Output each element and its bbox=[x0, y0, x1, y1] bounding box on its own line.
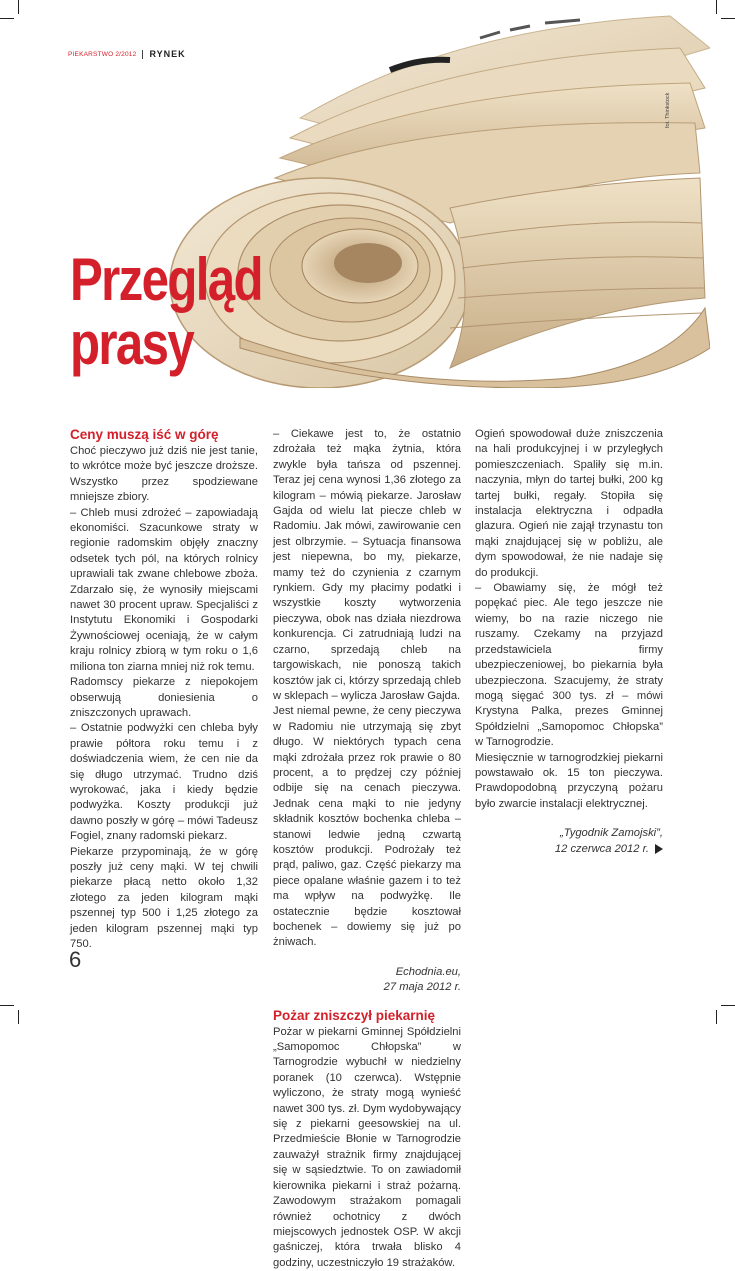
paragraph: Radomscy piekarze z niepokojem obserwują doniesienia o zniszczonych uprawach. bbox=[70, 676, 258, 719]
crop-mark bbox=[18, 0, 19, 14]
spacer bbox=[475, 812, 663, 826]
paragraph: Pożar w piekarni Gminnej Spółdzielni „Samopomoc Chłopska” w Tarnogrodzie wybuchł w niedzielny poranek (10 czerwca). Wstępnie wyliczono, że straty mogą wynieść nawet 300 tys. zł. Dym wydobywający się z piekarni geesowskiej na ul. Przedmieście Błonie w Tarnogrodzie zauważył strażnik firmy znajdującej się w sąsiedztwie. To on zawiadomił kierownika piekarni i straż pożarną. Zawodowym strażakom pomagali również ochotnicy z dwóch miejscowych jednostek OSP. W akcji gaśniczej, która trwała blisko 4 godziny, uczestniczyło 19 strażaków. bbox=[273, 1025, 461, 1269]
paragraph: Miesięcznie w tarnogrodzkiej piekarni powstawało ok. 15 ton pieczywa. Prawdopodobną przyczyną pożaru było zwarcie instalacji elektrycznej. bbox=[475, 751, 663, 810]
text-column-2 bbox=[273, 427, 461, 1271]
issue-label: PIEKARSTWO 2/2012 bbox=[68, 50, 137, 58]
paragraph: – Chleb musi zdrożeć – zapowiadają ekonomiści. Szacunkowe straty w regionie radomskim objęły znaczny odsetek tych pól, na których rolnicy uprawiali tak zwane chlebowe zboża. Zdarzało się, że wynosiły miejscami nawet 30 procent upraw. Specjaliści z Instytutu Ekonomiki i Gospodarki Żywnościowej oceniają, że w całym kraju rolnicy zbiorą w tym roku o 1,6 miliona ton ziarna mniej niż rok temu. bbox=[70, 506, 258, 673]
article-source: Echodnia.eu, bbox=[395, 965, 461, 978]
crop-mark bbox=[18, 1010, 19, 1024]
crop-mark bbox=[0, 18, 14, 19]
photo-credit: fot. Thinkstock bbox=[665, 92, 671, 128]
article-date: 27 maja 2012 r. bbox=[383, 981, 461, 994]
text-column-3 bbox=[475, 427, 663, 857]
article-source: „Tygodnik Zamojski”, bbox=[560, 827, 663, 840]
article-date: 12 czerwca 2012 r. bbox=[554, 842, 649, 855]
article-date-line bbox=[475, 842, 663, 857]
page-number: 6 bbox=[69, 947, 82, 972]
spacer bbox=[273, 951, 461, 965]
paragraph: Choć pieczywo już dziś nie jest tanie, to wkrótce może być jeszcze droższe. Wszystko przez spodziewane mniejsze zbiory. bbox=[70, 445, 258, 504]
paragraph: Jest niemal pewne, że ceny pieczywa w Radomiu nie utrzymają się zbyt długo. W niektórych typach cena mąki zdrożała przez rok prawie o 80 procent, a to prędzej czy później odbije się na cenach pieczywa. Jednak cena mąki to nie jedyny składnik kosztów bochenka chleba – stanowi ledwie jedną czwartą kosztów produkcji. Podrożały też prąd, paliwo, gaz. Część piekarzy ma piece opalane właśnie gazem i to też ma wpływ na podwyżkę. Ile ostatecznie będzie kosztował bochenek – dowiemy się już po żniwach. bbox=[273, 705, 461, 949]
crop-mark bbox=[721, 18, 735, 19]
crop-mark bbox=[0, 1005, 14, 1006]
article-title: Pożar zniszczył piekarnię bbox=[273, 1007, 436, 1023]
page-title bbox=[70, 248, 262, 376]
crop-mark bbox=[716, 0, 717, 14]
header-divider bbox=[142, 50, 143, 59]
paragraph: Piekarze przypominają, że w górę poszły już ceny mąki. W tej chwili piekarze płacą netto około 1,32 złotego za jeden kilogram mąki pszennej typ 500 i 1,25 złotego za jeden kilogram pszennej mąki typ 750. bbox=[70, 845, 258, 950]
paragraph: – Ostatnie podwyżki cen chleba były prawie półtora roku temu i z doświadczenia wiem, że cen nie da się długo utrzymać. Trudno dziś wyrokować, jaka i kiedy będzie podwyżka. Koszty produkcji już dawno poszły w górę – mówi Tadeusz Fogiel, znany radomski piekarz. bbox=[70, 722, 258, 843]
article-title: Ceny muszą iść w górę bbox=[70, 427, 219, 442]
end-arrow-icon bbox=[655, 844, 663, 854]
text-column-1 bbox=[70, 427, 258, 952]
paragraph: – Ciekawe jest to, że ostatnio zdrożała też mąka żytnia, która zwykle była tańsza od pszennej. Teraz jej cena wynosi 1,36 złotego za kilogram – mówią piekarze. Jarosław Gajda od wielu lat piecze chleb w Radomiu. Jak mówi, zawirowanie cen jest olbrzymie. – Sytuacja finansowa jest niepewna, bo my, piekarze, mamy też do czynienia z czarnym rynkiem. Gdy my płacimy podatki i wszystkie koszty wytworzenia pieczywa, obok nas działa niezdrowa konkurencja. Ci zatrudniają ludzi na czarno, sprzedają chleb na targowiskach, nie ponoszą takich kosztów jak ci, którzy sprzedają chleb w sklepach – wylicza Jarosław Gajda. bbox=[273, 428, 461, 702]
title-line-1: Przegląd bbox=[70, 246, 262, 313]
crop-mark bbox=[721, 1005, 735, 1006]
title-line-2: prasy bbox=[70, 310, 194, 377]
paragraph: Ogień spowodował duże zniszczenia na hali produkcyjnej i w przyległych pomieszczeniach. Spaliły się m.in. naczynia, młyn do tartej bułki, 200 kg tartej bułki, regały. Stopiła się instalacja elektryczna i odpadła glazura. Ogień nie zajął trzynastu ton mąki znajdującej się w pobliżu, ale dym spowodował, że nie nadaje się do produkcji. bbox=[475, 428, 663, 579]
paragraph: – Obawiamy się, że mógł też popękać piec. Ale tego jeszcze nie wiemy, bo na razie niczego nie ruszamy. Czekamy na przyjazd przedstawiciela firmy ubezpieczeniowej, bo piekarnia była ubezpieczona. Szacujemy, że straty mogą sięgać 300 tys. zł – mówi Krystyna Palka, prezes Gminnej Spółdzielni „Samopomoc Chłopska” w Tarnogrodzie. bbox=[475, 582, 663, 749]
crop-mark bbox=[716, 1010, 717, 1024]
section-label: RYNEK bbox=[149, 49, 186, 59]
